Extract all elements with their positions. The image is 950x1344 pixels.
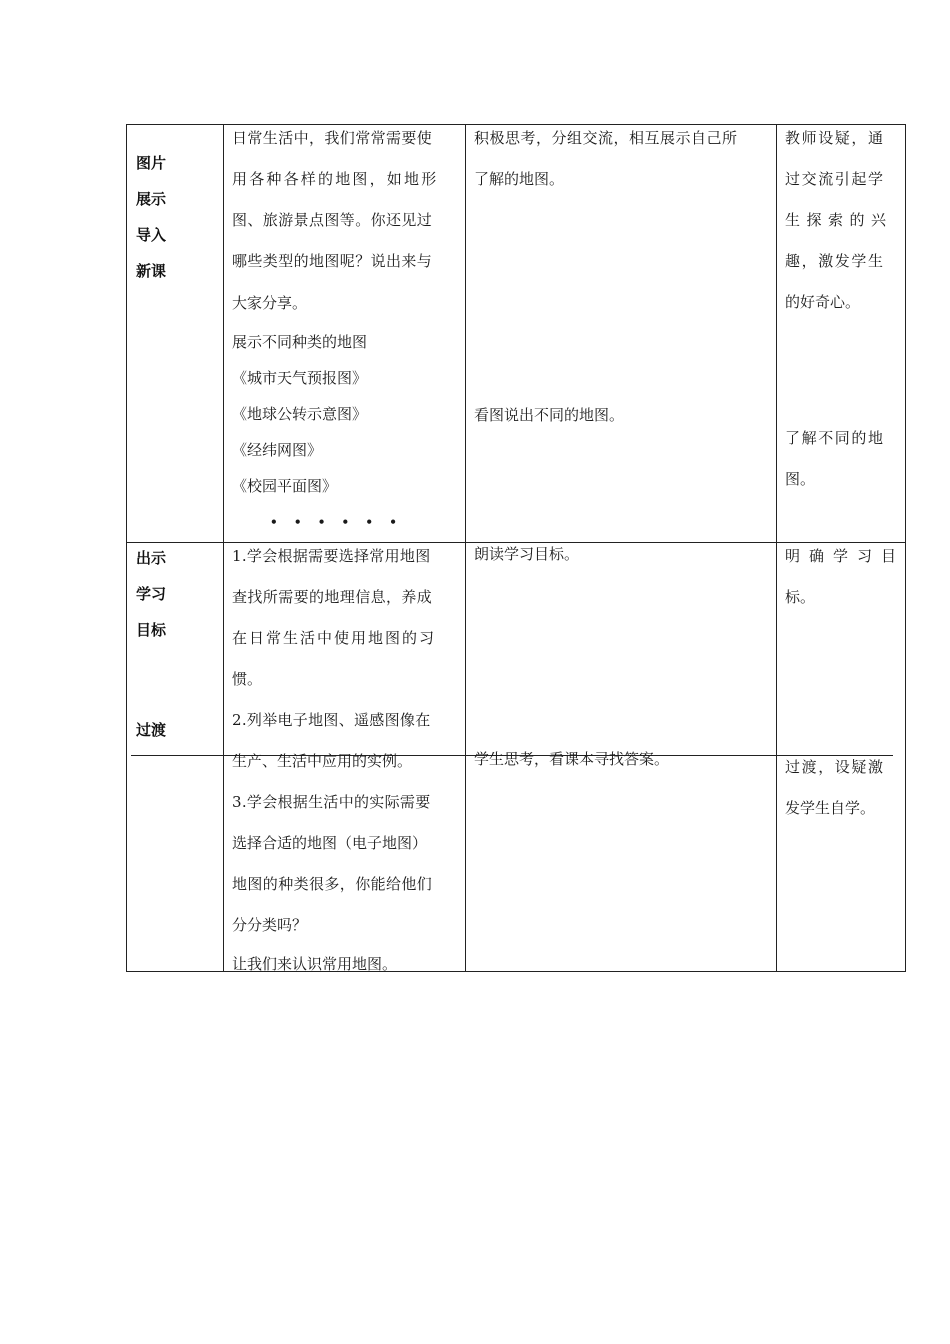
text-line: 发学生自学。: [785, 799, 876, 817]
design-intent-goals: [785, 536, 905, 618]
design-intent-intro-2: [785, 418, 885, 500]
text-line: 让我们来认识常用地图。: [232, 955, 398, 973]
stage-line: 过渡: [136, 721, 167, 739]
teacher-activity-goals: [232, 536, 436, 982]
stage-line: 新课: [136, 262, 167, 280]
stage-line: 出示: [136, 549, 167, 567]
text-line: 《经纬网图》: [232, 441, 323, 459]
text-line: 过渡，设疑激: [785, 758, 885, 776]
teacher-activity-intro: [232, 118, 438, 540]
text-line: 《校园平面图》: [232, 477, 338, 495]
text-line: 生产、生活中应用的实例。: [232, 752, 413, 770]
text-line: 生探索的兴: [785, 211, 893, 229]
col-divider-1: [223, 124, 224, 972]
stage-line: 导入: [136, 226, 167, 244]
text-line: 大家分享。: [232, 294, 308, 312]
stage-line: 展示: [136, 190, 167, 208]
student-activity-goals: [474, 536, 579, 572]
text-line: 图。: [785, 470, 816, 488]
text-line: 看图说出不同的地图。: [474, 406, 625, 424]
text-line: 地图的种类很多，你能给他们: [232, 875, 433, 893]
text-line: 过交流引起学: [785, 170, 885, 188]
stage-line: 目标: [136, 621, 167, 639]
text-line: 标。: [785, 588, 816, 606]
text-line: 展示不同种类的地图: [232, 333, 368, 351]
text-line: 趣，激发学生: [785, 252, 885, 270]
text-line: 教师设疑，通: [785, 129, 885, 147]
text-line: 朗读学习目标。: [474, 545, 580, 563]
text-line: 用各种各样的地图，如地形: [232, 170, 439, 188]
text-line: 哪些类型的地图呢？说出来与: [232, 252, 433, 270]
text-line: 惯。: [232, 670, 263, 688]
text-line: 的好奇心。: [785, 293, 861, 311]
stage-line: 图片: [136, 154, 167, 172]
text-line: 图、旅游景点图等。你还见过: [232, 211, 433, 229]
table-right-border: [905, 124, 906, 972]
text-line: 3.学会根据生活中的实际需要: [232, 793, 431, 811]
design-intent-transition: [785, 747, 885, 829]
text-line: 学生思考，看课本寻找答案。: [474, 750, 670, 768]
text-line: 了解的地图。: [474, 170, 565, 188]
text-line: 选择合适的地图（电子地图）: [232, 834, 428, 852]
text-line: 日常生活中，我们常常需要使: [232, 129, 433, 147]
text-line: 2.列举电子地图、遥感图像在: [232, 711, 431, 729]
text-line: 了解不同的地: [785, 429, 885, 447]
student-activity-intro-2: [474, 397, 624, 433]
text-line: 在日常生活中使用地图的习: [232, 629, 437, 647]
stage-label-transition: [136, 712, 166, 748]
design-intent-intro: [785, 118, 893, 323]
student-activity-intro: [474, 118, 738, 200]
col-divider-3: [776, 124, 777, 972]
ellipsis-dots: • • • • • •: [270, 515, 403, 529]
text-line: 《地球公转示意图》: [232, 405, 368, 423]
student-activity-transition: [474, 741, 669, 777]
text-line: 积极思考，分组交流，相互展示自己所: [474, 129, 738, 147]
text-line: 分分类吗？: [232, 916, 308, 934]
stage-line: 学习: [136, 585, 167, 603]
stage-label-goals: [136, 540, 166, 648]
text-line: 1.学会根据需要选择常用地图: [232, 547, 431, 565]
text-line: 《城市天气预报图》: [232, 369, 368, 387]
text-line: 查找所需要的地理信息，养成: [232, 588, 433, 606]
text-line: 明确学习目: [785, 547, 906, 565]
col-divider-2: [465, 124, 466, 972]
table-left-border: [126, 124, 127, 972]
stage-label-intro: [136, 145, 166, 289]
